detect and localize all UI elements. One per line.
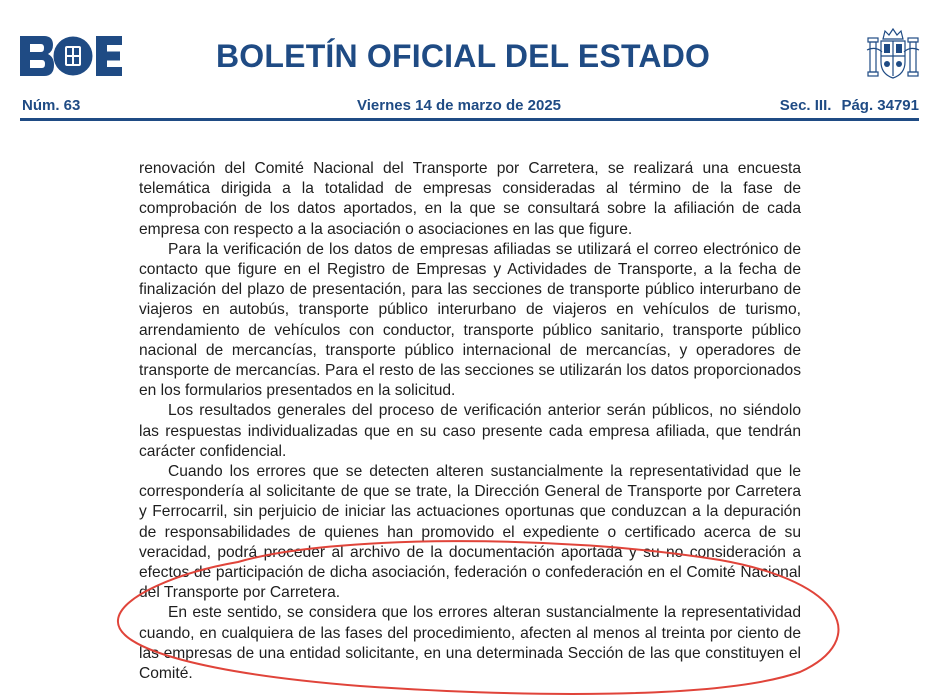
document-body <box>139 159 801 684</box>
paragraph: Para la verificación de los datos de empresas afiliadas se utilizará el correo electrónico de contacto que figure en el Registro de Empresas y Actividades de Transporte, a la fecha de finalización del plazo de presentación, para las secciones de transporte público interurbano de viajeros en autobús, transporte público interurbano de viajeros en vehículos de turismo, arrendamiento de vehículos con conductor, transporte público sanitario, transporte público nacional de mercancías, transporte público internacional de mercancías, y operadores de transporte de mercancías. Para el resto de las secciones se utilizarán los datos proporcionados en los formularios presentados en la solicitud. <box>139 240 801 400</box>
section-label: Sec. III. <box>779 97 832 114</box>
boe-logo <box>20 36 122 76</box>
section-page <box>780 97 919 114</box>
page-label: Pág. 34791 <box>841 97 919 114</box>
paragraph: renovación del Comité Nacional del Transporte por Carretera, se realizará una encuesta telemática dirigida a la totalidad de empresas consideradas al término de la fase de comprobación de los datos aportados, en la que se consultará sobre la afiliación de cada empresa con respecto a la asociación o asociaciones en las que figure. <box>139 160 801 238</box>
paragraph: Los resultados generales del proceso de verificación anterior serán públicos, no siéndolo las respuestas individualizadas que en su caso presente cada empresa afiliada, que tendrán carácter confidencial. <box>139 402 801 460</box>
gazette-title: BOLETÍN OFICIAL DEL ESTADO <box>216 38 711 74</box>
paragraph-highlighted: En este sentido, se considera que los errores alteran sustancialmente la representatividad cuando, en cualquiera de las fases del procedimiento, afecten al menos al treinta por ciento de las empresas de una entidad solicitante, en una determinada Sección de las que constituyen el Comité. <box>139 604 801 683</box>
issue-info-bar <box>22 97 919 119</box>
issue-number: Núm. 63 <box>22 97 81 114</box>
coat-of-arms-icon <box>866 26 920 82</box>
paragraph: Cuando los errores que se detecten alteren sustancialmente la representatividad que le correspondería al solicitante de que se trate, la Dirección General de Transporte por Carretera y Ferrocarril, sin perjuicio de iniciar las actuaciones oportunas que conduzcan a la depuración de responsabilidades de quienes han promovido el expediente o certificado acerca de su veracidad, podrá proceder al archivo de la documentación aportada y su no consideración a efectos de participación de dicha asociación, federación o confederación en el Comité Nacional del Transporte por Carretera. <box>139 463 801 602</box>
header-rule <box>20 118 919 121</box>
issue-date: Viernes 14 de marzo de 2025 <box>357 97 562 114</box>
